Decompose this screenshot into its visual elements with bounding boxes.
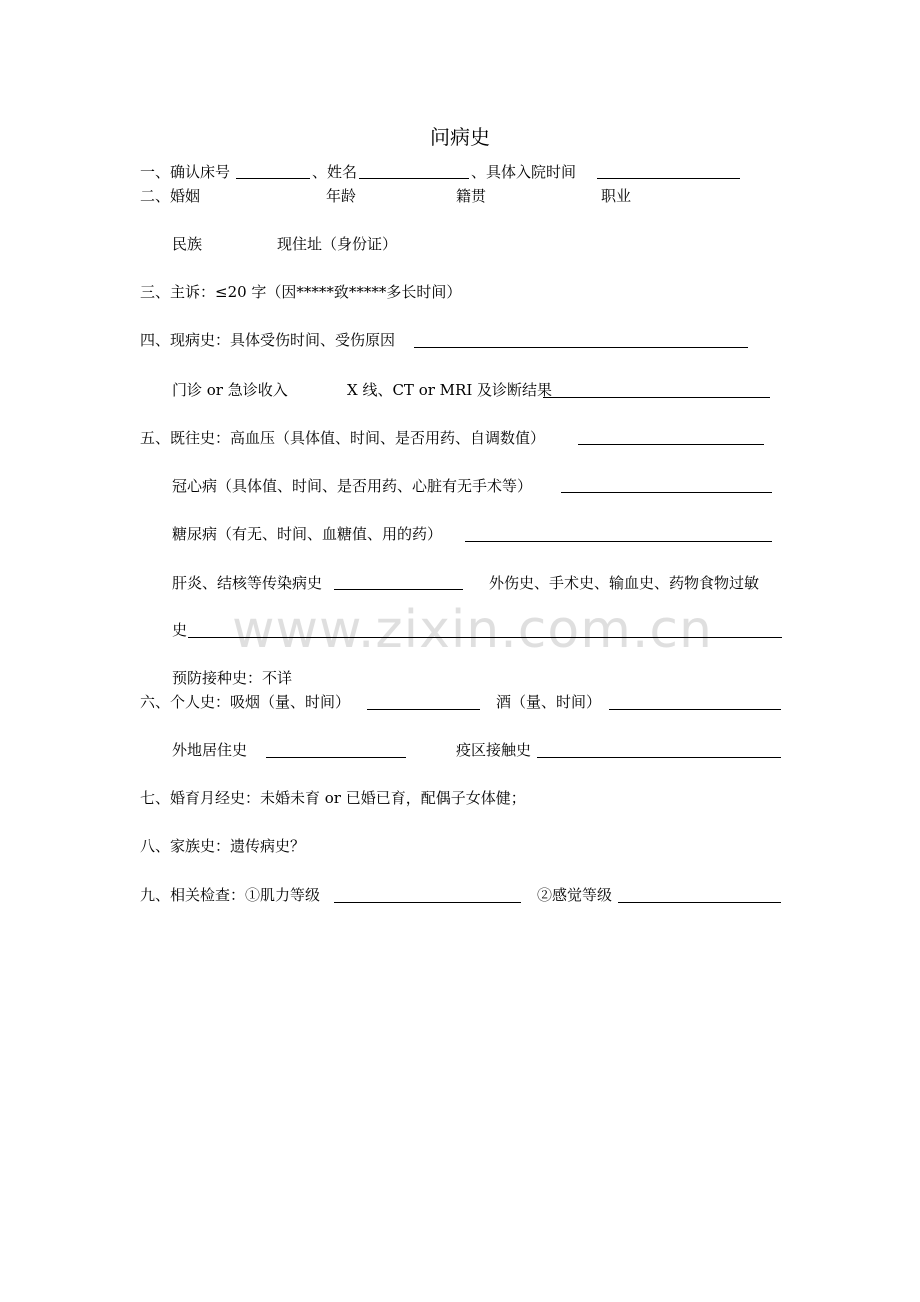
occupation-label: 职业 xyxy=(601,187,632,205)
name-label: 、姓名 xyxy=(312,163,358,181)
name-field[interactable] xyxy=(359,178,469,179)
imaging-result-field[interactable] xyxy=(543,397,770,398)
trauma-field[interactable] xyxy=(188,637,782,638)
smoking-field[interactable] xyxy=(367,709,480,710)
present-illness-label: 四、现病史：具体受伤时间、受伤原因 xyxy=(140,331,396,349)
ethnicity-label: 民族 xyxy=(172,235,203,253)
origin-label: 籍贯 xyxy=(456,187,487,205)
related-exam-label: 九、相关检查：①肌力等级 xyxy=(140,886,321,904)
epidemic-contact-label: 疫区接触史 xyxy=(456,741,532,759)
infectious-label: 肝炎、结核等传染病史 xyxy=(172,574,323,592)
marital-menstrual-history: 七、婚育月经史：未婚未育 or 已婚已育，配偶子女体健； xyxy=(140,789,526,807)
vaccination-label: 预防接种史：不详 xyxy=(172,669,293,687)
trauma-label-cont: 史 xyxy=(172,621,188,639)
marriage-label: 二、婚姻 xyxy=(140,187,201,205)
imaging-label: X 线、CT or MRI 及诊断结果 xyxy=(347,381,553,399)
diabetes-label: 糖尿病（有无、时间、血糖值、用的药） xyxy=(172,525,443,543)
trauma-label: 外伤史、手术史、输血史、药物食物过敏 xyxy=(489,574,760,592)
age-label: 年龄 xyxy=(326,187,357,205)
hypertension-field[interactable] xyxy=(578,444,764,445)
bed-number-field[interactable] xyxy=(236,178,310,179)
admission-time-label: 、具体入院时间 xyxy=(471,163,577,181)
sensory-field[interactable] xyxy=(618,902,781,903)
family-history: 八、家族史：遗传病史？ xyxy=(140,837,306,855)
residence-field[interactable] xyxy=(266,757,406,758)
admission-time-field[interactable] xyxy=(597,178,740,179)
alcohol-field[interactable] xyxy=(609,709,781,710)
muscle-strength-field[interactable] xyxy=(334,902,521,903)
watermark: www.zixin.com.cn xyxy=(232,600,713,660)
personal-history-label: 六、个人史：吸烟（量、时间） xyxy=(140,693,351,711)
chd-field[interactable] xyxy=(561,492,772,493)
sensory-label: ②感觉等级 xyxy=(537,886,613,904)
infectious-field[interactable] xyxy=(334,589,463,590)
epidemic-contact-field[interactable] xyxy=(537,757,781,758)
past-history-label: 五、既往史：高血压（具体值、时间、是否用药、自调数值） xyxy=(140,429,546,447)
page-title: 问病史 xyxy=(430,125,490,149)
diabetes-field[interactable] xyxy=(465,541,772,542)
address-label: 现住址（身份证） xyxy=(277,235,398,253)
chief-complaint: 三、主诉：≤20 字（因*****致*****多长时间） xyxy=(140,283,462,301)
residence-label: 外地居住史 xyxy=(172,741,248,759)
injury-cause-field[interactable] xyxy=(414,347,748,348)
chd-label: 冠心病（具体值、时间、是否用药、心脏有无手术等） xyxy=(172,477,533,495)
bed-number-label: 一、确认床号 xyxy=(140,163,231,181)
alcohol-label: 酒（量、时间） xyxy=(496,693,602,711)
admission-type-label: 门诊 or 急诊收入 xyxy=(172,381,288,399)
